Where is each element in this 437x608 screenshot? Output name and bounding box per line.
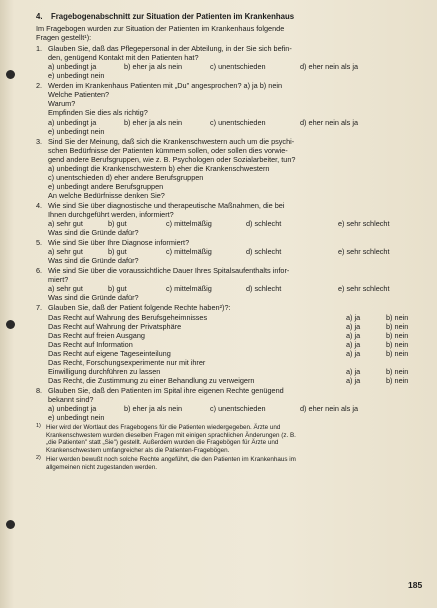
footnote-marker: 1) xyxy=(36,423,41,430)
answer-yes xyxy=(346,358,386,367)
answer-yes: a) ja xyxy=(346,312,361,322)
right-text: Das Recht auf Information xyxy=(48,339,133,349)
answer-no: b) nein xyxy=(386,348,409,358)
answer-options xyxy=(48,247,416,256)
footnote-line: Krankenschwestern wurden dieselben Fragen mit einigen sprachlichen Änderungen (z. B. xyxy=(46,431,296,439)
right-text: Das Recht auf Wahrung des Berufsgeheimnisses xyxy=(48,312,208,322)
answer-yes: a) ja xyxy=(346,366,361,376)
answer-no: b) nein xyxy=(386,312,409,322)
answer-no: b) nein xyxy=(386,375,409,385)
question-item xyxy=(36,201,416,237)
right-text: Das Recht auf eigene Tageseinteilung xyxy=(48,348,171,358)
question-line: Warum? xyxy=(48,99,76,109)
question-7 xyxy=(36,303,416,384)
question-line: Wie sind Sie über Ihre Diagnose informiert? xyxy=(48,238,190,248)
punch-hole-icon xyxy=(6,70,15,79)
answer-options xyxy=(48,284,416,293)
answer-line: Was sind die Gründe dafür? xyxy=(48,293,139,303)
answer-option: a) unbedingt ja xyxy=(48,62,97,72)
punch-hole-icon xyxy=(6,320,15,329)
right-row xyxy=(48,349,416,358)
answer-yes: a) ja xyxy=(346,330,361,340)
footnote-line: allgemeinen nicht zugestanden werden. xyxy=(46,464,157,472)
answer-options xyxy=(48,62,416,71)
section-heading xyxy=(36,12,416,21)
answer-option: a) sehr gut xyxy=(48,247,83,257)
section-title: Fragebogenabschnitt zur Situation der Patienten im Krankenhaus xyxy=(51,12,295,21)
right-row xyxy=(48,331,416,340)
answer-no: b) nein xyxy=(386,339,409,349)
answer-option: c) mittelmäßig xyxy=(166,284,212,294)
section-number: 4. xyxy=(36,12,43,21)
answer-option: b) eher ja als nein xyxy=(124,62,183,72)
answer-no: b) nein xyxy=(386,330,409,340)
intro-line: Im Fragebogen wurden zur Situation der Patienten im Krankenhaus folgende xyxy=(36,24,285,34)
question-item xyxy=(36,44,416,80)
answer-line: e) unbedingt nein xyxy=(48,413,105,423)
question-item xyxy=(36,238,416,265)
answer-option: a) sehr gut xyxy=(48,219,83,229)
question-number: 7. xyxy=(36,303,43,313)
answer-option: c) mittelmäßig xyxy=(166,219,212,229)
answer-yes: a) ja xyxy=(346,348,361,358)
question-8 xyxy=(36,386,416,422)
right-row xyxy=(48,358,416,367)
question-list xyxy=(36,44,416,302)
question-line: c) unentschieden d) eher andere Berufsgruppen xyxy=(48,172,204,182)
question-line: Wie sind Sie über diagnostische und therapeutische Maßnahmen, die bei xyxy=(48,200,285,210)
question-item xyxy=(36,266,416,302)
answer-option: b) eher ja als nein xyxy=(124,117,183,127)
question-number: 2. xyxy=(36,81,43,91)
intro-paragraph xyxy=(36,24,416,42)
answer-option: c) unentschieden xyxy=(210,403,266,413)
answer-option: a) unbedingt ja xyxy=(48,117,97,127)
right-text: Das Recht, die Zustimmung zu einer Behandlung zu verweigern xyxy=(48,375,255,385)
question-number: 6. xyxy=(36,266,43,276)
right-row xyxy=(48,340,416,349)
footnote-line: Hier werden bewußt noch solche Rechte angeführt, die den Patienten im Krankenhaus im xyxy=(46,456,296,464)
answer-line: e) unbedingt nein xyxy=(48,126,105,136)
footnote-marker: 2) xyxy=(36,455,41,462)
answer-options xyxy=(48,404,416,413)
footnote-item xyxy=(36,456,416,471)
answer-option: b) gut xyxy=(108,284,127,294)
answer-option: b) gut xyxy=(108,247,127,257)
question-number: 5. xyxy=(36,238,43,248)
answer-option: a) sehr gut xyxy=(48,284,83,294)
answer-yes: a) ja xyxy=(346,321,361,331)
intro-line: Fragen gestellt¹): xyxy=(36,33,92,43)
answer-line: Was sind die Gründe dafür? xyxy=(48,256,139,266)
question-number: 4. xyxy=(36,200,43,210)
answer-yes: a) ja xyxy=(346,339,361,349)
answer-option: d) schlecht xyxy=(246,284,282,294)
question-line: Welche Patienten? xyxy=(48,90,110,100)
answer-option: d) schlecht xyxy=(246,219,282,229)
answer-option: c) unentschieden xyxy=(210,117,266,127)
answer-option: d) eher nein als ja xyxy=(300,62,359,72)
footnote-line: „die Patienten" statt „Sie") gestellt. Außerdem wurden die Fragebögen für Ärzte und xyxy=(46,439,279,447)
question-line: Glauben Sie, daß den Patienten im Spital ihre eigenen Rechte genügend xyxy=(48,385,284,395)
right-text: Einwilligung durchführen zu lassen xyxy=(48,366,161,376)
question-number: 3. xyxy=(36,136,43,146)
question-line: Sind Sie der Meinung, daß sich die Krankenschwestern auch um die psychi- xyxy=(48,136,295,146)
answer-option: d) eher nein als ja xyxy=(300,403,359,413)
right-row xyxy=(48,313,416,322)
question-line: e) unbedingt andere Berufsgruppen xyxy=(48,181,164,191)
question-line: Werden im Krankenhaus Patienten mit „Du" angesprochen? a) ja b) nein xyxy=(48,81,283,91)
question-number: 1. xyxy=(36,44,43,54)
right-text: Das Recht auf Wahrung der Privatsphäre xyxy=(48,321,182,331)
question-line: a) unbedingt die Krankenschwestern b) eher die Krankenschwestern xyxy=(48,163,270,173)
question-line: An welche Bedürfnisse denken Sie? xyxy=(48,190,165,200)
question-line: Ihnen durchgeführt werden, informiert? xyxy=(48,209,174,219)
question-line: den, genügend Kontakt mit den Patienten hat? xyxy=(48,53,199,63)
answer-options xyxy=(48,219,416,228)
answer-option: e) sehr schlecht xyxy=(338,284,390,294)
page-content xyxy=(36,12,416,472)
answer-option: a) unbedingt ja xyxy=(48,403,97,413)
question-line: schen Bedürfnisse der Patienten kümmern sollen, oder sollen dies vorwie- xyxy=(48,145,288,155)
footnote-line: Hier wird der Wortlaut des Fragebogens für die Patienten wiedergegeben. Ärzte und xyxy=(46,424,281,432)
footnotes xyxy=(36,424,416,472)
answer-option: c) unentschieden xyxy=(210,62,266,72)
page-number: 185 xyxy=(408,580,423,590)
answer-option: e) sehr schlecht xyxy=(338,219,390,229)
answer-no: b) nein xyxy=(386,366,409,376)
answer-option: c) mittelmäßig xyxy=(166,247,212,257)
answer-yes: a) ja xyxy=(346,375,361,385)
right-text: Das Recht auf freien Ausgang xyxy=(48,330,145,340)
question-line: Glauben Sie, daß der Patient folgende Rechte haben²)?: xyxy=(48,303,231,313)
right-text: Das Recht, Forschungsexperimente nur mit ihrer xyxy=(48,357,206,367)
question-line: miert? xyxy=(48,275,69,285)
answer-option: d) eher nein als ja xyxy=(300,117,359,127)
answer-option: e) sehr schlecht xyxy=(338,247,390,257)
answer-no: b) nein xyxy=(386,321,409,331)
right-row xyxy=(48,376,416,385)
question-line: Wie sind Sie über die voraussichtliche Dauer Ihres Spitalsaufenthalts infor- xyxy=(48,266,290,276)
question-number: 8. xyxy=(36,385,43,395)
answer-option: b) eher ja als nein xyxy=(124,403,183,413)
footnote-item xyxy=(36,424,416,454)
question-line: Glauben Sie, daß das Pflegepersonal in der Abteilung, in der Sie sich befin- xyxy=(48,44,292,54)
answer-option: b) gut xyxy=(108,219,127,229)
question-line: Empfinden Sie dies als richtig? xyxy=(48,108,148,118)
question-line: gend andere Berufsgruppen, wie z. B. Psychologen oder Sozialarbeiter, tun? xyxy=(48,154,296,164)
answer-no xyxy=(386,358,416,367)
footnote-line: Krankenschwestern umfangreicher als die Patienten-Fragebögen. xyxy=(46,446,230,454)
question-item xyxy=(36,81,416,135)
answer-line: Was sind die Gründe dafür? xyxy=(48,228,139,238)
answer-options xyxy=(48,118,416,127)
question-line: bekannt sind? xyxy=(48,394,94,404)
question-item xyxy=(36,137,416,200)
punch-hole-icon xyxy=(6,520,15,529)
answer-line: e) unbedingt nein xyxy=(48,71,105,81)
right-row xyxy=(48,367,416,376)
answer-option: d) schlecht xyxy=(246,247,282,257)
right-row xyxy=(48,322,416,331)
